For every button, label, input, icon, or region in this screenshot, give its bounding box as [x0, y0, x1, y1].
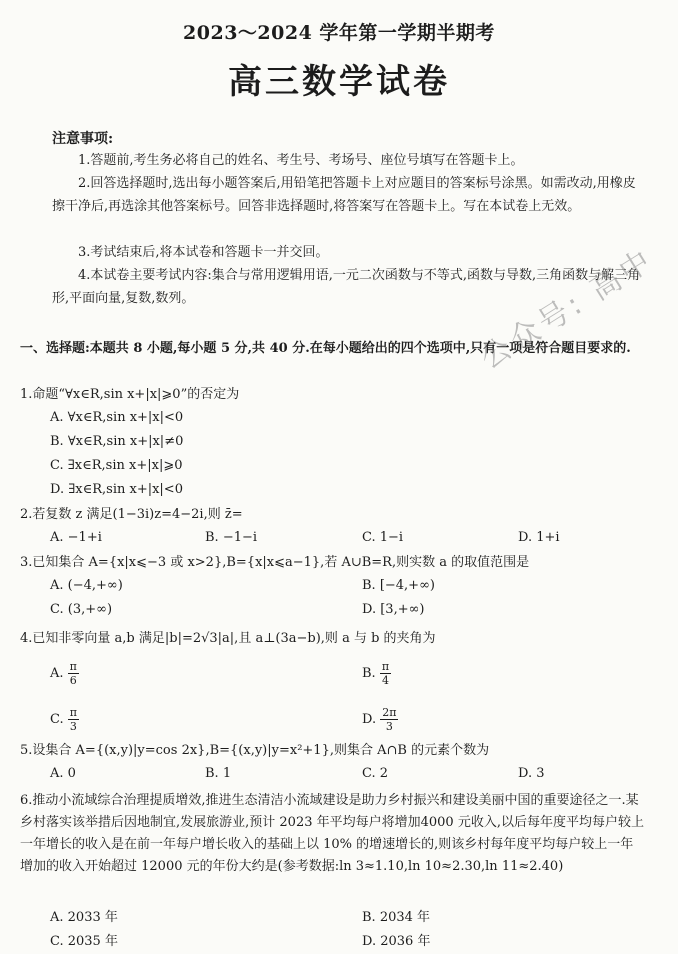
- q6-option-c: C. 2035 年: [50, 934, 118, 949]
- exam-term-title: 2023～2024 学年第一学期半期考: [183, 22, 495, 44]
- exam-paper-title: 高三数学试卷: [228, 62, 450, 102]
- q2-option-a: A. −1+i: [50, 530, 102, 545]
- notice-item-3: 3.考试结束后,将本试卷和答题卡一并交回。: [78, 245, 329, 260]
- q1-option-d: D. ∃x∈R,sin x+|x|<0: [50, 482, 183, 497]
- q2-option-d: D. 1+i: [518, 530, 560, 545]
- question-1-stem: 1.命题“∀x∈R,sin x+|x|⩾0”的否定为: [20, 387, 240, 402]
- q4-option-d: D. $\frac{2\pi}{3}$: [362, 706, 397, 733]
- q4-option-c: C. $\frac{\pi}{3}$: [50, 706, 77, 733]
- q2-option-c: C. 1−i: [362, 530, 404, 545]
- q3-option-b: B. [−4,+∞): [362, 578, 435, 593]
- q3-option-d: D. [3,+∞): [362, 602, 425, 617]
- fraction: $\frac{2\pi}{3}$: [382, 706, 397, 733]
- q1-option-a: A. ∀x∈R,sin x+|x|<0: [50, 410, 184, 425]
- notice-heading: 注意事项:: [52, 131, 114, 147]
- q6-option-a: A. 2033 年: [50, 910, 118, 925]
- fraction: $\frac{\pi}{6}$: [69, 660, 77, 687]
- q6-option-b: B. 2034 年: [362, 910, 431, 925]
- q5-option-c: C. 2: [362, 766, 389, 781]
- fraction: $\frac{\pi}{4}$: [381, 660, 390, 687]
- q4-option-a: A. $\frac{\pi}{6}$: [50, 660, 77, 687]
- watermark-text: 公众号: 高中: [474, 242, 661, 377]
- question-5-stem: 5.设集合 A={(x,y)|y=cos 2x},B={(x,y)|y=x²+1},则集合 A∩B 的元素个数为: [20, 743, 490, 758]
- q5-option-a: A. 0: [50, 766, 76, 781]
- q5-option-b: B. 1: [205, 766, 232, 781]
- q3-option-c: C. (3,+∞): [50, 602, 113, 617]
- fraction: $\frac{\pi}{3}$: [69, 706, 77, 733]
- q1-option-c: C. ∃x∈R,sin x+|x|⩾0: [50, 458, 183, 473]
- q6-option-d: D. 2036 年: [362, 934, 431, 949]
- q4-option-b: B. $\frac{\pi}{4}$: [362, 660, 390, 687]
- section-heading: 一、选择题:本题共 8 小题,每小题 5 分,共 40 分.在每小题给出的四个选项中,只有一项是符合题目要求的.: [20, 341, 631, 356]
- q3-option-a: A. (−4,+∞): [50, 578, 123, 593]
- notice-item-4: 4.本试卷主要考试内容:集合与常用逻辑用语,一元二次函数与不等式,函数与导数,三角函数与解三角形,平面向量,复数,数列。: [52, 268, 641, 306]
- question-2-stem: 2.若复数 z 满足(1−3i)z=4−2i,则 z̄=: [20, 507, 243, 522]
- notice-item-2: 2.回答选择题时,选出每小题答案后,用铅笔把答题卡上对应题目的答案标号涂黑。如需改动,用橡皮擦干净后,再选涂其他答案标号。回答非选择题时,将答案写在答题卡上。写在本试卷上无效。: [52, 176, 636, 214]
- q5-option-d: D. 3: [518, 766, 545, 781]
- question-4-stem: 4.已知非零向量 a,b 满足|b|=2√3|a|,且 a⊥(3a−b),则 a 与 b 的夹角为: [20, 631, 436, 646]
- question-3-stem: 3.已知集合 A={x|x⩽−3 或 x>2},B={x|x⩽a−1},若 A∪B=R,则实数 a 的取值范围是: [20, 555, 530, 570]
- notice-item-1: 1.答题前,考生务必将自己的姓名、考生号、考场号、座位号填写在答题卡上。: [78, 153, 524, 168]
- q1-option-b: B. ∀x∈R,sin x+|x|≠0: [50, 434, 184, 449]
- q2-option-b: B. −1−i: [205, 530, 258, 545]
- question-6-stem: 6.推动小流域综合治理提质增效,推进生态清洁小流域建设是助力乡村振兴和建设美丽中国的重要途径之一.某乡村落实该举措后因地制宜,发展旅游业,预计 2023 年平均每户将增加4000 元收入,以后每年度平均每户较上一年增长的收入是在前一年每户增长收入的基础上以 10% 的增速增长的,则该乡村每年度平均每户较上一年增加的收入开始超过 12000 元的年份大约是(参考数据:ln 3≈1.10,ln 10≈2.30,ln 11≈2.40): [20, 793, 644, 874]
